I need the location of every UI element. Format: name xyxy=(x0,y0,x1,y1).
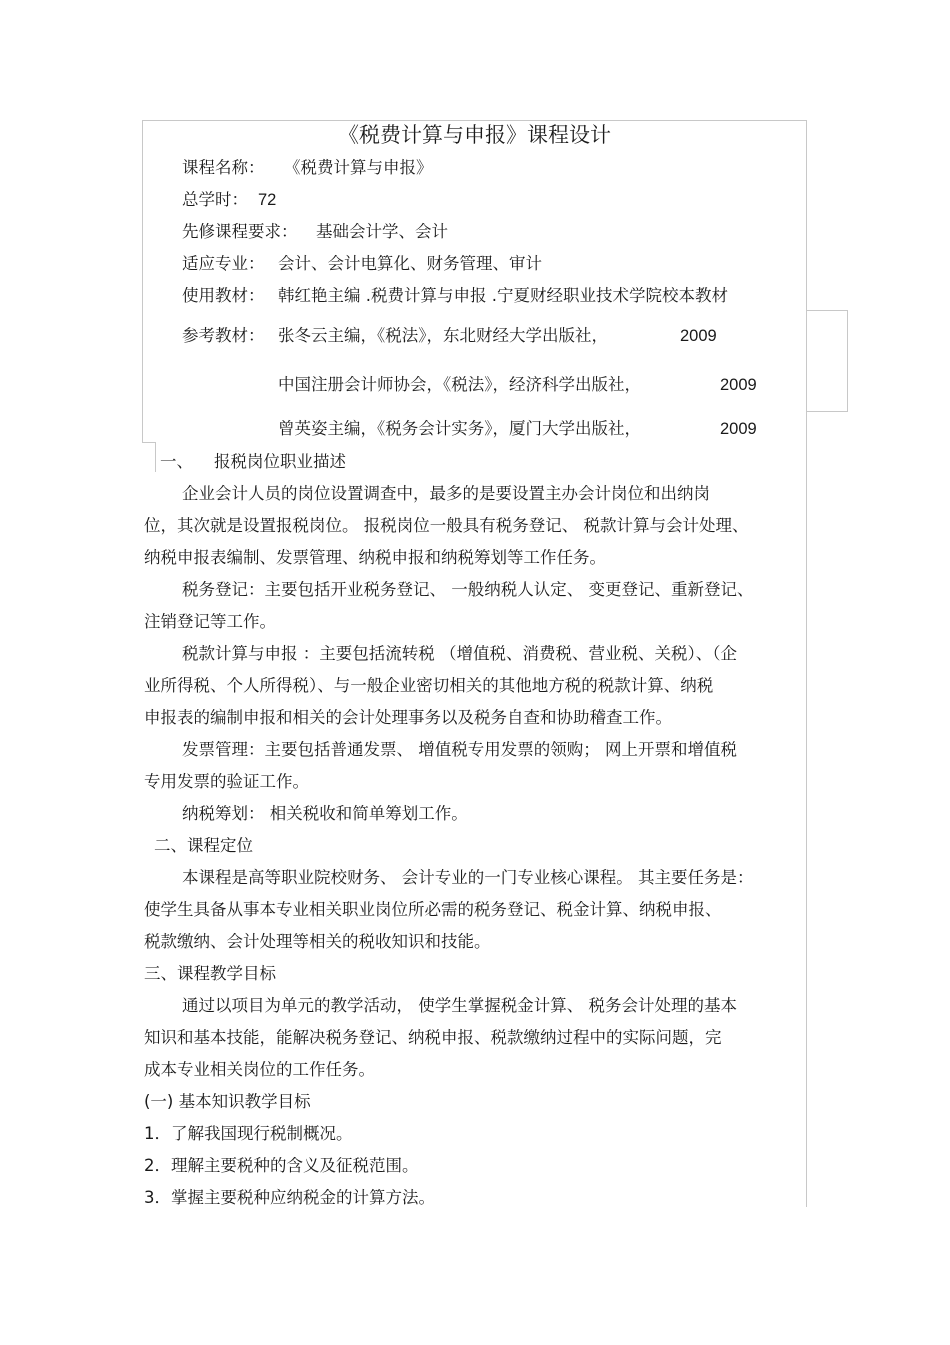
paragraph-line: 发票管理：主要包括普通发票、 增值税专用发票的领购； 网上开票和增值税 xyxy=(182,740,737,759)
major-value: 会计、会计电算化、财务管理、审计 xyxy=(278,254,542,273)
paragraph-line: 企业会计人员的岗位设置调查中，最多的是要设置主办会计岗位和出纳岗 xyxy=(182,484,710,503)
paragraph-line: 申报表的编制申报和相关的会计处理事务以及税务自查和协助稽查工作。 xyxy=(144,708,672,727)
reference-3-text: 曾英姿主编，《税务会计实务》，厦门大学出版社， xyxy=(278,419,641,438)
section-1-number: 一、 xyxy=(160,452,193,471)
page-frame-top xyxy=(142,120,806,121)
page-frame-right xyxy=(806,120,807,1207)
paragraph-line: 税款计算与申报 ：主要包括流转税 （增值税、消费税、营业税、关税）、（企 xyxy=(182,644,737,663)
hours-label: 总学时： xyxy=(182,190,248,209)
reference-2-text: 中国注册会计师协会，《税法》，经济科学出版社， xyxy=(278,375,641,394)
prereq-value: 基础会计学、会计 xyxy=(316,222,448,241)
goal-item: 3．掌握主要税种应纳税金的计算方法。 xyxy=(144,1188,435,1207)
paragraph-line: 知识和基本技能，能解决税务登记、纳税申报、税款缴纳过程中的实际问题，完 xyxy=(144,1028,722,1047)
page-frame-box xyxy=(806,310,848,412)
paragraph-line: 税款缴纳、会计处理等相关的税收知识和技能。 xyxy=(144,932,491,951)
paragraph-line: 成本专业相关岗位的工作任务。 xyxy=(144,1060,375,1079)
goal-item: 1．了解我国现行税制概况。 xyxy=(144,1124,353,1143)
section-2-title: 二、课程定位 xyxy=(154,836,253,855)
course-name-value: 《税费计算与申报》 xyxy=(284,158,433,177)
section-1-title: 报税岗位职业描述 xyxy=(214,452,346,471)
paragraph-line: 业所得税、个人所得税）、与一般企业密切相关的其他地方税的税款计算、纳税 xyxy=(144,676,714,695)
paragraph-line: 通过以项目为单元的教学活动， 使学生掌握税金计算、 税务会计处理的基本 xyxy=(182,996,737,1015)
prereq-label: 先修课程要求： xyxy=(182,222,298,241)
paragraph-line: 位，其次就是设置报税岗位。 报税岗位一般具有税务登记、 税款计算与会计处理、 xyxy=(144,516,749,535)
paragraph-line: 注销登记等工作。 xyxy=(144,612,276,631)
hours-value: 72 xyxy=(258,191,277,209)
refs-label: 参考教材： xyxy=(182,326,265,345)
goal-item: 2．理解主要税种的含义及征税范围。 xyxy=(144,1156,419,1175)
subsection-1-title: (一) 基本知识教学目标 xyxy=(144,1092,311,1111)
document-title: 《税费计算与申报》课程设计 xyxy=(338,123,611,147)
paragraph-line: 税务登记：主要包括开业税务登记、 一般纳税人认定、 变更登记、重新登记、 xyxy=(182,580,754,599)
paragraph-line: 使学生具备从事本专业相关职业岗位所必需的税务登记、税金计算、纳税申报、 xyxy=(144,900,722,919)
paragraph-line: 纳税筹划： 相关税收和简单筹划工作。 xyxy=(182,804,468,823)
section-3-title: 三、课程教学目标 xyxy=(144,964,276,983)
textbook-value: 韩红艳主编 .税费计算与申报 .宁夏财经职业技术学院校本教材 xyxy=(278,286,728,305)
page-frame-left xyxy=(142,120,143,442)
paragraph-line: 专用发票的验证工作。 xyxy=(144,772,309,791)
major-label: 适应专业： xyxy=(182,254,265,273)
page-frame-tick-h xyxy=(142,442,155,443)
paragraph-line: 纳税申报表编制、发票管理、纳税申报和纳税筹划等工作任务。 xyxy=(144,548,606,567)
textbook-label: 使用教材： xyxy=(182,286,265,305)
reference-2-year: 2009 xyxy=(720,376,757,394)
reference-1-text: 张冬云主编，《税法》，东北财经大学出版社， xyxy=(278,326,608,345)
paragraph-line: 本课程是高等职业院校财务、 会计专业的一门专业核心课程。 其主要任务是： xyxy=(182,868,754,887)
course-name-label: 课程名称： xyxy=(182,158,265,177)
reference-3-year: 2009 xyxy=(720,420,757,438)
page-frame-tick xyxy=(155,442,156,472)
reference-1-year: 2009 xyxy=(680,327,717,345)
